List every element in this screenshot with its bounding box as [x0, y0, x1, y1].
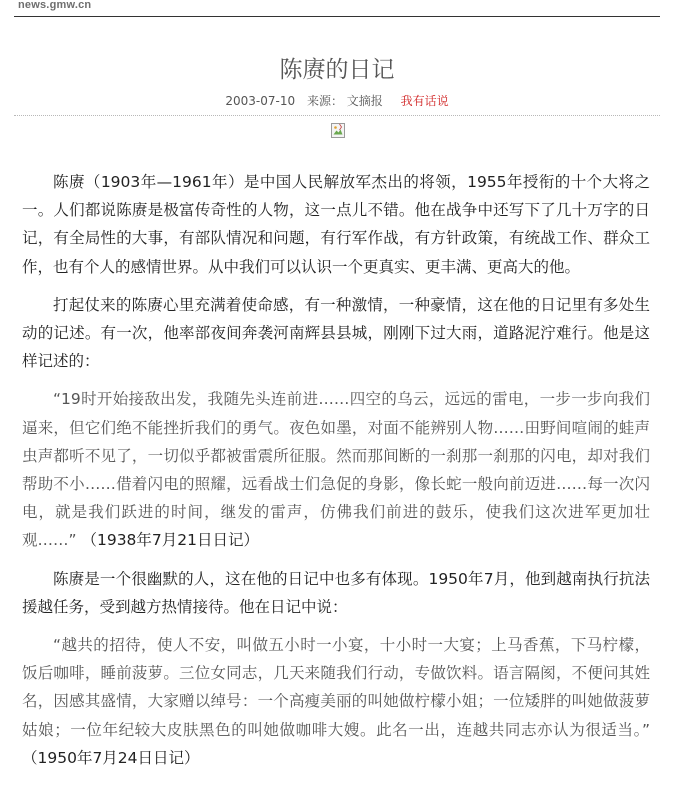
header-divider	[14, 16, 660, 17]
diary-quote-1938	[22, 385, 650, 554]
comment-link[interactable]: 我有话说	[400, 94, 449, 108]
diary-date-note: （1938年7月21日日记）	[81, 531, 260, 550]
diary-quote-1950	[22, 631, 650, 772]
site-header	[0, 0, 674, 17]
broken-image-icon	[331, 123, 345, 138]
article-meta	[0, 93, 674, 109]
meta-divider	[14, 115, 660, 116]
article-title: 陈赓的日记	[279, 57, 395, 84]
paragraph-battle: 打起仗来的陈赓心里充满着使命感，有一种激情，一种豪情，这在他的日记里有多处生动的记述。有一次，他率部夜间奔袭河南辉县县城，刚刚下过大雨，道路泥泞难行。他是这样记述的：	[22, 295, 650, 371]
diary-date-note: （1950年7月24日日记）	[22, 748, 200, 767]
article-body	[22, 168, 650, 782]
paragraph-humor: 陈赓是一个很幽默的人，这在他的日记中也多有体现。1950年7月，他到越南执行抗法援越任务，受到越方热情接待。他在日记中说：	[22, 569, 650, 616]
diary-quote-text: “越共的招待，使人不安，叫做五小时一小宴，十小时一大宴；上马香蕉，下马柠檬，饭后咖啡，睡前菠萝。三位女同志，几天来随我们行动，专做饮料。语言隔阂，不便问其姓名，因感其盛情，大家赠以绰号：一个高瘦美丽的叫她做柠檬小姐；一位矮胖的叫她做菠萝姑娘；一位年纪较大皮肤黑色的叫她做咖啡大嫂。此名一出，连越共同志亦认为很适当。”	[22, 636, 650, 739]
site-logo[interactable]: news.gmw.cn	[18, 0, 92, 11]
source-label: 来源：	[306, 94, 343, 108]
paragraph-intro: 陈赓（1903年—1961年）是中国人民解放军杰出的将领，1955年授衔的十个大将之一。人们都说陈赓是极富传奇性的人物，这一点儿不错。他在战争中还写下了几十万字的日记，有全局性的大事，有部队情况和问题，有行军作战，有方针政策，有统战工作、群众工作，也有个人的感情世界。从中我们可以认识一个更真实、更丰满、更高大的他。	[22, 173, 650, 276]
article-source: 文摘报	[346, 94, 383, 108]
article-date: 2003-07-10	[225, 94, 296, 108]
diary-quote-text: “19时开始接敌出发，我随先头连前进……四空的乌云，远远的雷电，一步一步向我们逼来，但它们绝不能挫折我们的勇气。夜色如墨，对面不能辨别人物……田野间喧闹的蛙声虫声都听不见了，一切似乎都被雷震所征服。然而那间断的一刹那一刹那的闪电，却对我们帮助不小……借着闪电的照耀，远看战士们急促的身影，像长蛇一般向前迈进……每一次闪电，就是我们跃进的时间，继发的雷声，仿佛我们前进的鼓乐，使我们这次进军更加壮观……”	[22, 390, 650, 550]
